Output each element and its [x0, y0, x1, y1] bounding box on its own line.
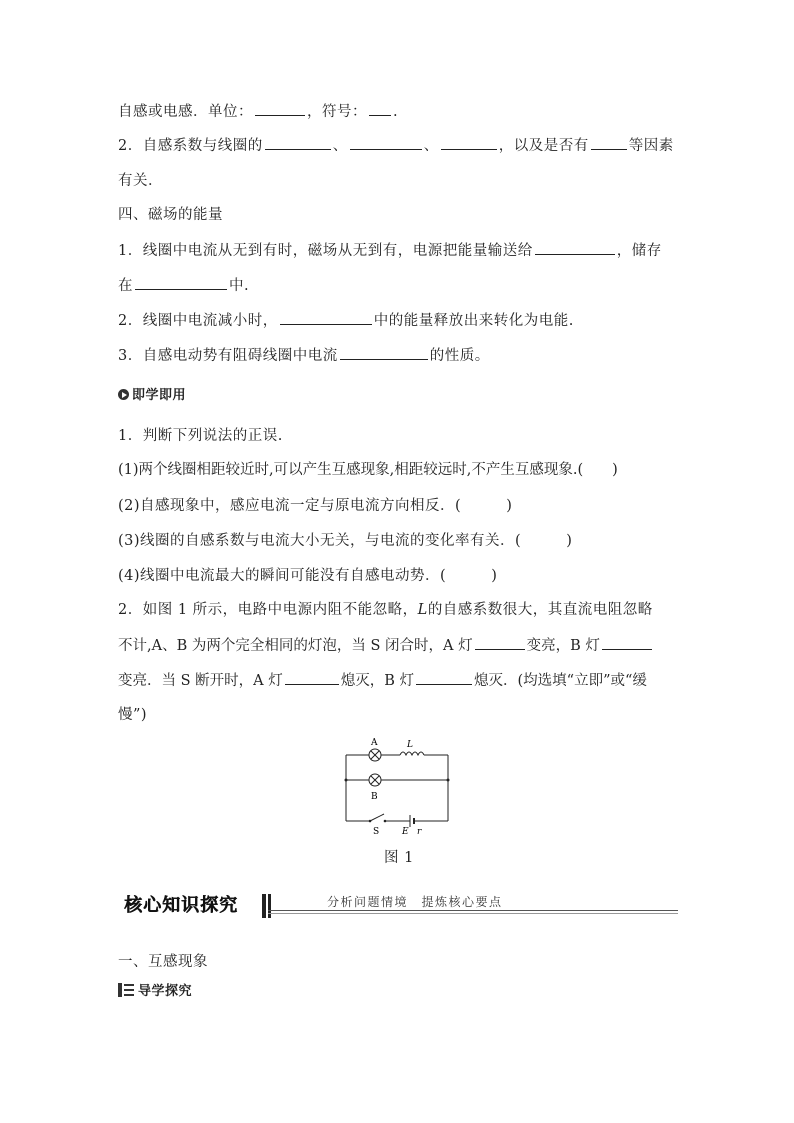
blank-symbol[interactable]: [369, 101, 391, 116]
inductor-icon: [400, 752, 424, 755]
question-2-line-3: 变亮．当 S 断开时，A 灯 熄灭，B 灯 熄灭．(均选填“立即”或“缓: [118, 670, 647, 691]
blank-energy-target[interactable]: [535, 240, 615, 255]
figure-caption: 图 1: [384, 850, 414, 866]
label-inductor: L: [407, 740, 413, 750]
blank-current-change[interactable]: [340, 345, 428, 360]
question-1-1: (1)两个线圈相距较近时,可以产生互感现象,相距较远时,不产生互感现象.( ): [118, 462, 618, 478]
circuit-diagram: [338, 735, 458, 835]
blank-factor-3[interactable]: [441, 135, 497, 150]
question-1-3: (3)线圈的自感系数与电流大小无关，与电流的变化率有关．( ): [118, 533, 573, 549]
section-heading-magnetic-energy: 四、磁场的能量: [118, 207, 223, 223]
banner-subtitle: 分析问题情境 提炼核心要点: [323, 895, 507, 909]
blank-b-off[interactable]: [416, 670, 472, 685]
label-resistance: r: [417, 827, 422, 835]
line-self-inductance-factors: 2．自感系数与线圈的 、 、 ，以及是否有 等因素: [118, 135, 674, 156]
label-switch: S: [373, 827, 380, 835]
line-related: 有关．: [118, 173, 163, 189]
question-1: 1．判断下列说法的正误.: [118, 428, 283, 444]
list-icon: [118, 983, 134, 997]
blank-factor-4[interactable]: [591, 135, 627, 150]
line-energy-1: 1．线圈中电流从无到有时，磁场从无到有，电源把能量输送给 ，储存: [118, 240, 662, 261]
line-energy-2: 2．线圈中电流减小时， 中的能量释放出来转化为电能.: [118, 310, 574, 331]
question-2-line-2: 不计,A、B 为两个完全相同的灯泡，当 S 闭合时，A 灯 变亮，B 灯: [118, 635, 654, 656]
practice-heading: 即学即用: [118, 385, 186, 406]
question-1-4: (4)线圈中电流最大的瞬间可能没有自感电动势．( ): [118, 568, 498, 584]
section-banner: [118, 893, 678, 921]
label-lamp-a: A: [371, 738, 378, 748]
question-1-2: (2)自感现象中，感应电流一定与原电流方向相反．( ): [118, 498, 513, 514]
blank-energy-store[interactable]: [135, 275, 227, 290]
line-unit-symbol: 自感或电感．单位： ，符号： .: [118, 101, 398, 122]
label-emf: E: [402, 827, 409, 835]
label-lamp-b: B: [371, 792, 378, 802]
blank-b-on[interactable]: [602, 635, 652, 650]
line-energy-3: 3．自感电动势有阻碍线圈中电流 的性质。: [118, 345, 490, 366]
blank-unit[interactable]: [255, 101, 305, 116]
blank-a-on[interactable]: [475, 635, 525, 650]
blank-energy-release[interactable]: [280, 310, 372, 325]
blank-factor-1[interactable]: [265, 135, 331, 150]
blank-factor-2[interactable]: [350, 135, 422, 150]
line-energy-1b: 在 中.: [118, 275, 249, 296]
play-bullet-icon: [118, 389, 129, 400]
question-2-line-4: 慢”): [118, 707, 148, 723]
blank-a-off[interactable]: [285, 670, 339, 685]
banner-title: 核心知识探究: [124, 895, 238, 916]
switch-icon: [370, 814, 384, 821]
question-2-line-1: 2．如图 1 所示，电路中电源内阻不能忽略，L的自感系数很大，其直流电阻忽略: [118, 602, 653, 618]
section-heading-mutual-induction: 一、互感现象: [118, 954, 208, 970]
guide-heading: 导学探究: [118, 981, 192, 1002]
